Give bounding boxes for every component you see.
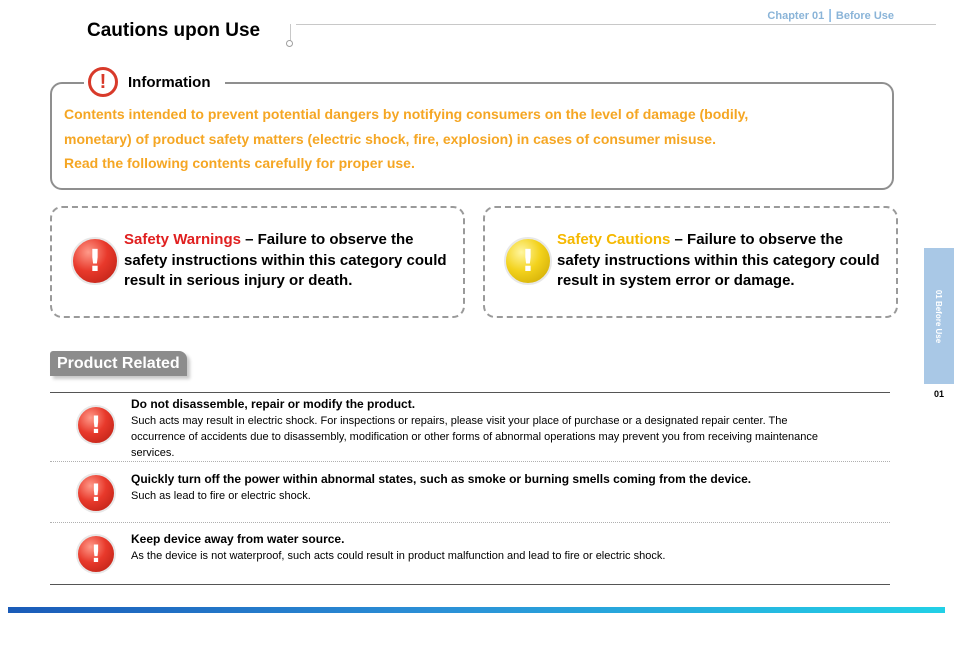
title-dot <box>286 40 293 47</box>
list-item-title: Keep device away from water source. <box>131 532 345 546</box>
row-separator <box>50 522 890 523</box>
chapter-separator: | <box>828 6 832 22</box>
safety-cautions-keyword: Safety Cautions <box>557 231 671 248</box>
chapter-header <box>767 6 894 22</box>
exclamation-circle-icon: ! <box>88 67 118 97</box>
list-item-description: Such as lead to fire or electric shock. <box>131 490 311 502</box>
information-text: Contents intended to prevent potential dangers by notifying consumers on the level of damage (bodily, monetary) of product safety matters (electric shock, fire, explosion) in cases of consumer misuse. Read the following contents carefully for proper use. <box>64 106 749 171</box>
product-related-tab: Product Related <box>50 351 187 376</box>
information-label: Information <box>128 73 211 91</box>
safety-cautions-description: – Failure to observe the safety instructions within this category could result in system error or damage. <box>557 231 880 289</box>
page-number: 01 <box>934 389 945 399</box>
list-item-title: Do not disassemble, repair or modify the product. <box>131 397 416 411</box>
title-rule <box>296 24 936 25</box>
section-label: Before Use <box>835 10 894 22</box>
safety-warnings-text <box>124 230 454 292</box>
list-item-title: Quickly turn off the power within abnormal states, such as smoke or burning smells coming from the device. <box>131 472 752 486</box>
chapter-label: Chapter 01 <box>767 10 825 22</box>
red-exclamation-icon: ! <box>76 473 116 513</box>
safety-warnings-keyword: Safety Warnings <box>124 231 241 248</box>
safety-warnings-description: – Failure to observe the safety instructions within this category could result in serious injury or death. <box>124 231 447 289</box>
side-tab-label: 01 Before Use <box>934 289 944 343</box>
list-top-rule <box>50 392 890 393</box>
list-bottom-rule <box>50 584 890 585</box>
information-legend <box>84 66 225 98</box>
yellow-exclamation-icon: ! <box>504 237 552 285</box>
page-title: Cautions upon Use <box>87 20 261 41</box>
safety-cautions-text <box>557 230 887 292</box>
red-exclamation-icon: ! <box>71 237 119 285</box>
list-item-description: Such acts may result in electric shock. For inspections or repairs, please visit your place of purchase or a designated repair center. The occurrence of accidents due to disassembly, modification or other forms of abnormal operations may prevent you from receiving maintenance services. <box>131 415 819 459</box>
chapter-side-tab[interactable] <box>924 248 954 384</box>
list-item-description: As the device is not waterproof, such acts could result in product malfunction and lead to fire or electric shock. <box>131 550 666 562</box>
red-exclamation-icon: ! <box>76 405 116 445</box>
red-exclamation-icon: ! <box>76 534 116 574</box>
row-separator <box>50 461 890 462</box>
footer-gradient-bar <box>8 607 945 613</box>
